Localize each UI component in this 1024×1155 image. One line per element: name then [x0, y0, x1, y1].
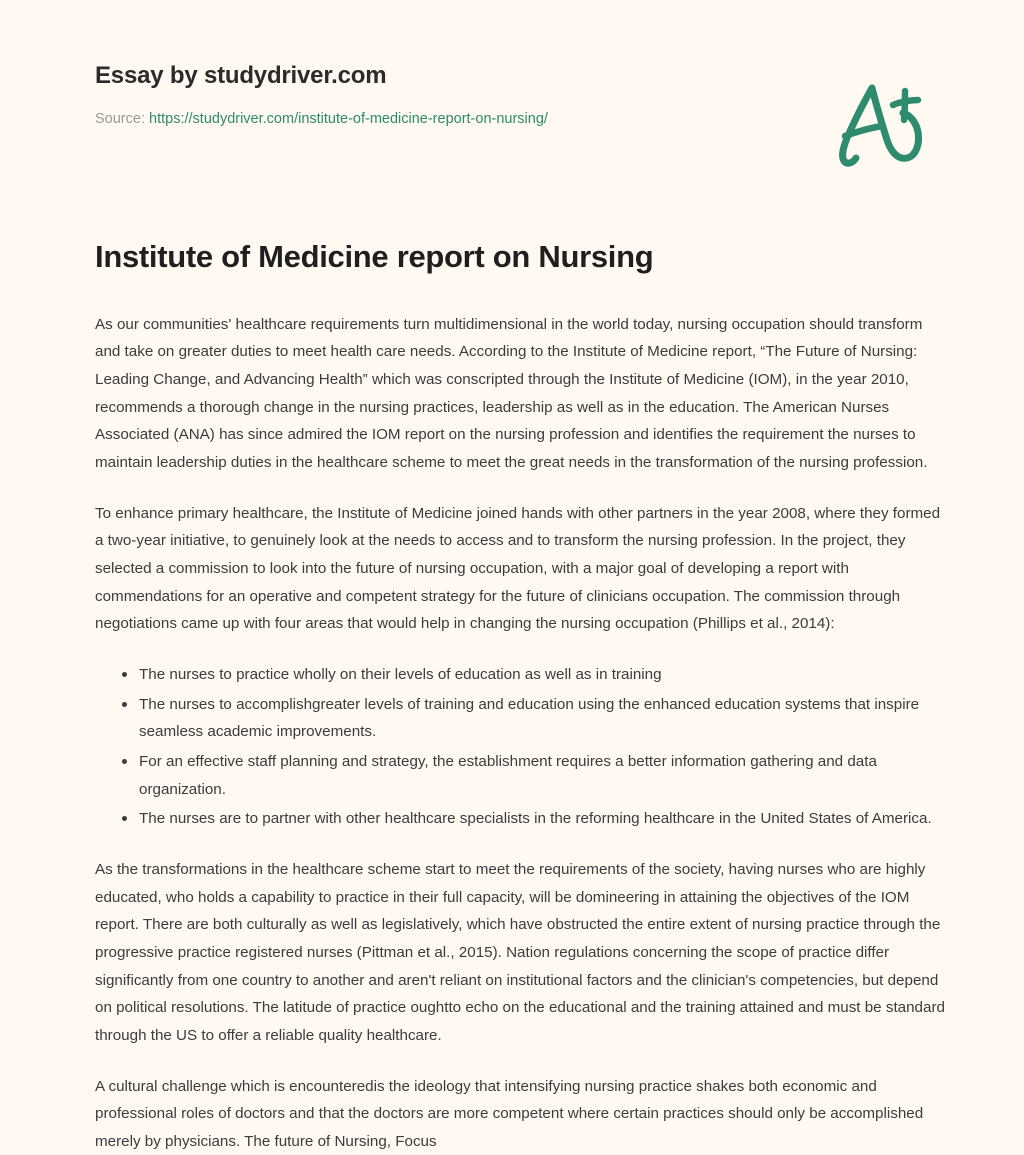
page-title: Institute of Medicine report on Nursing: [95, 238, 947, 277]
list-item: The nurses to accomplishgreater levels of training and education using the enhanced education systems that inspire seamless academic improvements.: [137, 691, 947, 746]
article-text: [95, 311, 947, 1155]
source-url-link[interactable]: https://studydriver.com/institute-of-medicine-report-on-nursing/: [149, 111, 548, 127]
page-header: [0, 0, 1024, 170]
essay-byline: Essay by studydriver.com: [95, 62, 548, 91]
article-body: [95, 238, 947, 1155]
list-item: For an effective staff planning and strategy, the establishment requires a better information gathering and data organization.: [137, 748, 947, 803]
source-label: Source:: [95, 111, 145, 127]
header-left-group: [95, 62, 548, 129]
paragraph-1: As our communities' healthcare requirements turn multidimensional in the world today, nursing occupation should transform and take on greater duties to meet health care needs. According to the Institute of Medicine report, “The Future of Nursing: Leading Change, and Advancing Health” which was conscripted through the Institute of Medicine (IOM), in the year 2010, recommends a thorough change in the nursing practices, leadership as well as in the education. The American Nurses Associated (ANA) has since admired the IOM report on the nursing profession and identifies the requirement the nurses to maintain leadership duties in the healthcare scheme to meet the great needs in the transformation of the nursing profession.: [95, 311, 947, 477]
list-item: The nurses to practice wholly on their levels of education as well as in training: [137, 661, 947, 689]
list-item: The nurses are to partner with other healthcare specialists in the reforming healthcare in the United States of America.: [137, 805, 947, 833]
a-plus-logo-icon: [832, 78, 930, 170]
recommendations-list: [95, 661, 947, 833]
paragraph-2: To enhance primary healthcare, the Institute of Medicine joined hands with other partners in the year 2008, where they formed a two-year initiative, to genuinely look at the needs to access and to transform the nursing profession. In the project, they selected a commission to look into the future of nursing occupation, with a major goal of developing a report with commendations for an operative and competent strategy for the future of clinicians occupation. The commission through negotiations came up with four areas that would help in changing the nursing occupation (Phillips et al., 2014):: [95, 500, 947, 638]
paragraph-3: As the transformations in the healthcare scheme start to meet the requirements of the society, having nurses who are highly educated, who holds a capability to practice in their full capacity, will be domineering in attaining the objectives of the IOM report. There are both culturally as well as legislatively, which have obstructed the entire extent of nursing practice through the progressive practice registered nurses (Pittman et al., 2015). Nation regulations concerning the scope of practice differ significantly from one country to another and aren't reliant on institutional factors and the clinician's competencies, but depend on political resolutions. The latitude of practice oughtto echo on the educational and the training attained and must be standard through the US to offer a reliable quality healthcare.: [95, 856, 947, 1050]
source-line: [95, 110, 548, 129]
paragraph-4: A cultural challenge which is encounteredis the ideology that intensifying nursing practice shakes both economic and professional roles of doctors and that the doctors are more competent where certain practices should only be accomplished merely by physicians. The future of Nursing, Focus: [95, 1073, 947, 1155]
